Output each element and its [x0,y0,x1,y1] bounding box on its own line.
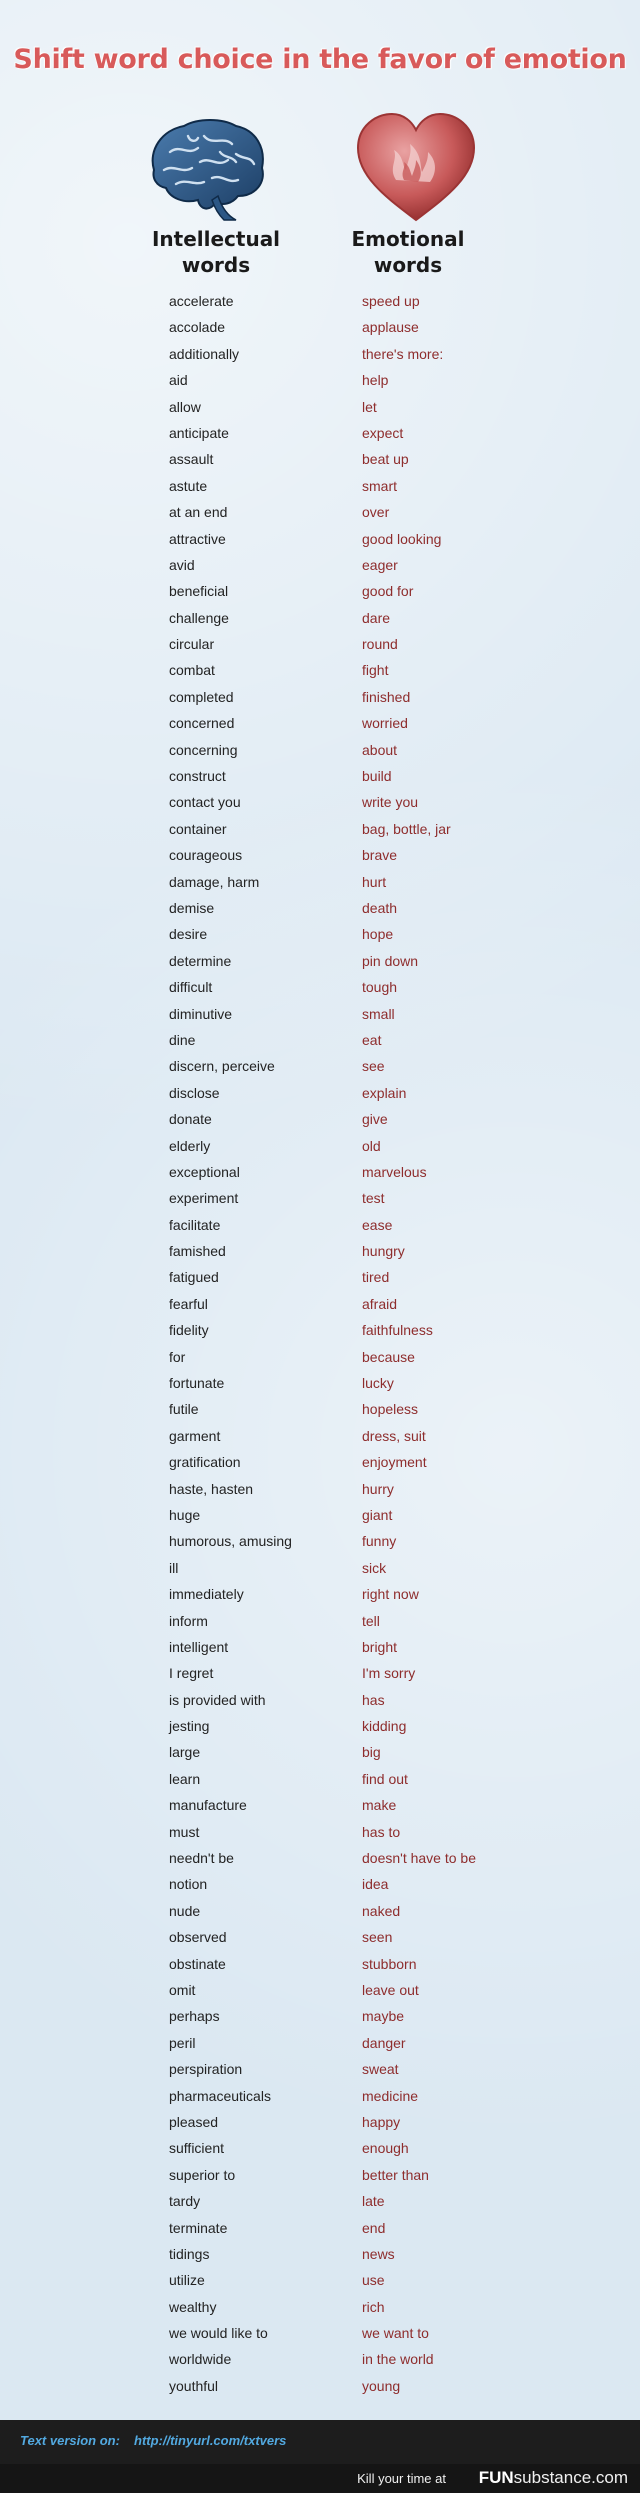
emotional-word: use [362,2272,385,2289]
emotional-word: over [362,504,390,521]
emotional-word: pin down [362,952,419,969]
emotional-words-header [328,226,488,278]
emotional-word: news [362,2245,395,2262]
intellectual-word: anticipate [169,424,229,441]
intellectual-word: tidings [169,2245,210,2262]
emotional-word: happy [362,2113,401,2130]
emotional-word: old [362,1137,381,1154]
logo-substance: substance [513,2468,592,2487]
word-pair-row [0,2373,640,2399]
word-pair-row [0,816,640,842]
emotional-word: in the world [362,2351,434,2368]
emotional-word: ease [362,1216,393,1233]
word-pair-row [0,974,640,1000]
word-pair-row [0,1608,640,1634]
emotional-word: make [362,1797,397,1814]
word-pair-row [0,1185,640,1211]
intellectual-word: tardy [169,2193,201,2210]
intellectual-word: additionally [169,345,240,362]
intellectual-word: perspiration [169,2061,243,2078]
emotional-word: lucky [362,1375,394,1392]
intellectual-word: at an end [169,504,228,521]
word-pair-row [0,1159,640,1185]
emotional-word: big [362,1744,381,1761]
word-pair-row [0,2294,640,2320]
intellectual-word: worldwide [169,2351,232,2368]
emotional-word: I'm sorry [362,1665,416,1682]
emotional-word: smart [362,477,397,494]
emotional-word: maybe [362,2008,405,2025]
heart-icon [350,108,482,228]
intellectual-word: accelerate [169,293,234,309]
intellectual-word: we would like to [169,2325,268,2342]
emotional-word: giant [362,1506,393,1523]
intellectual-word: pharmaceuticals [169,2087,271,2104]
word-pair-row [0,420,640,446]
intellectual-word: utilize [169,2272,205,2289]
intellectual-word: elderly [169,1137,211,1154]
emotional-word: hope [362,926,394,943]
word-pair-row [0,631,640,657]
word-pair-row [0,1924,640,1950]
intellectual-word: famished [169,1243,226,1260]
word-pair-row [0,552,640,578]
word-pair-row [0,763,640,789]
emotional-word: tell [362,1612,380,1629]
intellectual-word: superior to [169,2166,236,2183]
emotional-word: hungry [362,1243,405,1260]
emotional-word: beat up [362,451,409,468]
emotional-word: marvelous [362,1163,427,1180]
emotional-word: enjoyment [362,1454,427,1471]
word-pair-row [0,2003,640,2029]
emotional-word: tough [362,979,398,996]
brand-bar [0,2464,640,2493]
word-pair-row [0,895,640,921]
word-pair-row [0,2241,640,2267]
emotional-word: fight [362,662,389,679]
word-pair-row [0,2267,640,2293]
intellectual-word: huge [169,1506,201,1523]
intellectual-word: accolade [169,319,226,336]
emotional-word: small [362,1005,395,1022]
intellectual-word: donate [169,1111,212,1128]
intellectual-word: perhaps [169,2008,220,2025]
word-pair-row [0,789,640,815]
word-pair-row [0,1634,640,1660]
emotional-word: seen [362,1929,393,1946]
intellectual-word: exceptional [169,1163,240,1180]
word-pair-row [0,1660,640,1686]
intellectual-word: fatigued [169,1269,219,1286]
intellectual-word: needn't be [169,1850,234,1867]
word-pair-row [0,2320,640,2346]
intellectual-word: garment [169,1427,221,1444]
intellectual-word: facilitate [169,1216,221,1233]
emotional-word: better than [362,2166,429,2183]
word-pair-row [0,1766,640,1792]
emotional-header-line1: Emotional [351,227,465,251]
footer-label: Text version on: [20,2433,120,2448]
word-pair-row [0,314,640,340]
intellectual-word: container [169,820,227,837]
emotional-word: stubborn [362,1955,417,1972]
word-pair-row [0,288,640,314]
intellectual-word: gratification [169,1454,241,1471]
intellectual-word: completed [169,688,234,705]
intellectual-word: is provided with [169,1691,266,1708]
intellectual-word: haste, hasten [169,1480,254,1497]
word-pair-row [0,1819,640,1845]
emotional-word: round [362,636,398,653]
intellectual-word: intelligent [169,1638,229,1655]
word-pair-row [0,2056,640,2082]
emotional-word: find out [362,1770,408,1787]
word-pair-row [0,1212,640,1238]
intellectual-word: obstinate [169,1955,226,1972]
intellectual-word: humorous, amusing [169,1533,292,1550]
intellectual-word: observed [169,1929,227,1946]
emotional-word: we want to [362,2325,429,2342]
word-pair-row [0,1106,640,1132]
emotional-word: sweat [362,2061,399,2078]
word-pairs-list [0,288,640,2399]
word-pair-row [0,394,640,420]
emotional-word: kidding [362,1718,407,1735]
word-pair-row [0,1792,640,1818]
word-pair-row [0,499,640,525]
emotional-word: hurt [362,873,387,890]
word-pair-row [0,1291,640,1317]
word-pair-row [0,2083,640,2109]
intellectual-word: circular [169,636,215,653]
emotional-word: build [362,768,392,785]
word-pair-row [0,869,640,895]
word-pair-row [0,1370,640,1396]
intellectual-word: disclose [169,1084,220,1101]
emotional-word: has to [362,1823,401,1840]
intellectual-word: fidelity [169,1322,209,1339]
intellectual-word: wealthy [169,2298,217,2315]
word-pair-row [0,1238,640,1264]
intellectual-word: for [169,1348,186,1365]
emotional-word: about [362,741,398,758]
emotional-word: brave [362,847,398,864]
word-pair-row [0,2346,640,2372]
word-pair-row [0,1053,640,1079]
intellectual-word: must [169,1823,200,1840]
emotional-word: eager [362,556,398,573]
intellectual-word: youthful [169,2377,219,2394]
intellectual-word: attractive [169,530,226,547]
emotional-header-line2: words [373,253,443,277]
emotional-word: afraid [362,1295,398,1312]
emotional-word: good looking [362,530,442,547]
intellectual-word: inform [169,1612,208,1629]
emotional-word: leave out [362,1982,419,1998]
intellectual-word: construct [169,768,226,785]
intellectual-word: aid [169,372,188,389]
emotional-word: see [362,1058,385,1075]
emotional-word: sick [362,1559,387,1576]
word-pair-row [0,1027,640,1053]
emotional-word: danger [362,2034,406,2051]
intellectual-word: discern, perceive [169,1058,275,1075]
intellectual-word: beneficial [169,583,229,600]
intellectual-word: concerning [169,741,238,758]
word-pair-row [0,710,640,736]
intellectual-word: I regret [169,1665,214,1682]
emotional-word: dare [362,609,391,626]
word-pair-row [0,1396,640,1422]
word-pair-row [0,1001,640,1027]
intellectual-word: terminate [169,2219,228,2236]
word-pair-row [0,1898,640,1924]
intellectual-word: sufficient [169,2140,224,2157]
word-pair-row [0,1845,640,1871]
intellectual-word: fearful [169,1295,208,1312]
logo-tld: .com [591,2468,628,2487]
intellectual-word: desire [169,926,208,943]
intellectual-word: avid [169,556,195,573]
emotional-word: medicine [362,2087,419,2104]
intellectual-word: contact you [169,794,241,811]
intellectual-word: determine [169,952,232,969]
word-pair-row [0,2188,640,2214]
emotional-word: worried [362,715,408,732]
word-pair-row [0,2215,640,2241]
intellectual-word: allow [169,398,201,415]
intellectual-word: assault [169,451,214,468]
word-pair-row [0,1133,640,1159]
emotional-word: faithfulness [362,1322,433,1339]
emotional-word: has [362,1691,385,1708]
word-pair-row [0,1449,640,1475]
emotional-word: let [362,398,377,415]
emotional-word: late [362,2193,385,2210]
emotional-word: bright [362,1638,398,1655]
intellectual-word: experiment [169,1190,239,1207]
word-pair-row [0,948,640,974]
emotional-word: help [362,372,389,389]
emotional-word: good for [362,583,414,600]
intellectual-word: astute [169,477,208,494]
intellectual-word: courageous [169,847,243,864]
emotional-word: tired [362,1269,390,1286]
word-pair-row [0,1264,640,1290]
word-pair-row [0,684,640,710]
text-version-link[interactable]: http://tinyurl.com/txtvers [134,2433,287,2448]
intellectual-word: diminutive [169,1005,233,1022]
emotional-word: give [362,1111,388,1128]
word-pair-row [0,2109,640,2135]
emotional-word: test [362,1190,385,1207]
word-pair-row [0,1502,640,1528]
word-pair-row [0,1317,640,1343]
word-pair-row [0,1080,640,1106]
word-pair-row [0,1423,640,1449]
emotional-word: finished [362,688,411,705]
emotional-word: idea [362,1876,389,1893]
intellectual-word: nude [169,1902,201,1919]
intellectual-word: concerned [169,715,235,732]
intellectual-word: manufacture [169,1797,247,1814]
intellectual-word: futile [169,1401,199,1418]
word-pair-row [0,737,640,763]
emotional-word: write you [362,794,419,811]
brand-tagline: Kill your time at [357,2471,446,2486]
word-pair-row [0,605,640,631]
emotional-word: there's more: [362,345,444,362]
emotional-word: funny [362,1533,397,1550]
emotional-word: expect [362,424,404,441]
emotional-word: right now [362,1586,419,1603]
intellectual-word: ill [169,1559,179,1576]
word-pair-row [0,657,640,683]
word-pair-row [0,1739,640,1765]
word-pair-row [0,1871,640,1897]
intellectual-word: learn [169,1770,201,1787]
word-pair-row [0,2030,640,2056]
word-pair-row [0,526,640,552]
intellectual-word: jesting [169,1718,210,1735]
intellectual-words-header [136,226,296,278]
emotional-word: young [362,2377,401,2394]
emotional-word: applause [362,319,419,336]
intellectual-word: large [169,1744,201,1761]
intellectual-header-line1: Intellectual [151,227,281,251]
intellectual-header-line2: words [181,253,251,277]
intellectual-word: dine [169,1031,196,1048]
emotional-word: end [362,2219,386,2236]
intellectual-word: difficult [169,979,213,996]
emotional-word: naked [362,1902,401,1919]
word-pair-row [0,2162,640,2188]
intellectual-word: challenge [169,609,229,626]
intellectual-word: damage, harm [169,873,260,890]
word-pair-row [0,473,640,499]
word-pair-row [0,1344,640,1370]
word-pair-row [0,842,640,868]
intellectual-word: demise [169,899,215,916]
word-pair-row [0,1713,640,1739]
emotional-word: eat [362,1031,382,1048]
emotional-word: rich [362,2298,385,2315]
emotional-word: hopeless [362,1401,419,1418]
intellectual-word: immediately [169,1586,244,1603]
word-pair-row [0,1687,640,1713]
word-pair-row [0,1581,640,1607]
word-pair-row [0,341,640,367]
word-pair-row [0,2135,640,2161]
intellectual-word: combat [169,662,215,679]
word-pair-row [0,1528,640,1554]
word-pair-row [0,578,640,604]
intellectual-word: fortunate [169,1375,225,1392]
word-pair-row [0,446,640,472]
emotional-word: hurry [362,1480,394,1497]
intellectual-word: peril [169,2034,196,2051]
brain-icon [140,112,270,224]
emotional-word: speed up [362,293,420,309]
emotional-word: dress, suit [362,1427,426,1444]
intellectual-word: omit [169,1982,196,1998]
emotional-word: enough [362,2140,409,2157]
emotional-word: doesn't have to be [362,1850,476,1867]
emotional-word: bag, bottle, jar [362,820,451,837]
word-pair-row [0,1555,640,1581]
emotional-word: because [362,1348,415,1365]
footer-bar [0,2420,640,2464]
page-title: Shift word choice in the favor of emotion [13,44,627,75]
word-pair-row [0,1977,640,2003]
emotional-word: explain [362,1084,407,1101]
logo-fun: FUN [478,2468,514,2487]
word-pair-row [0,367,640,393]
intellectual-word: pleased [169,2113,219,2130]
word-pair-row [0,1951,640,1977]
funsubstance-logo[interactable] [479,2468,628,2488]
emotional-word: death [362,899,398,916]
word-pair-row [0,1476,640,1502]
word-pair-row [0,921,640,947]
intellectual-word: notion [169,1876,208,1893]
